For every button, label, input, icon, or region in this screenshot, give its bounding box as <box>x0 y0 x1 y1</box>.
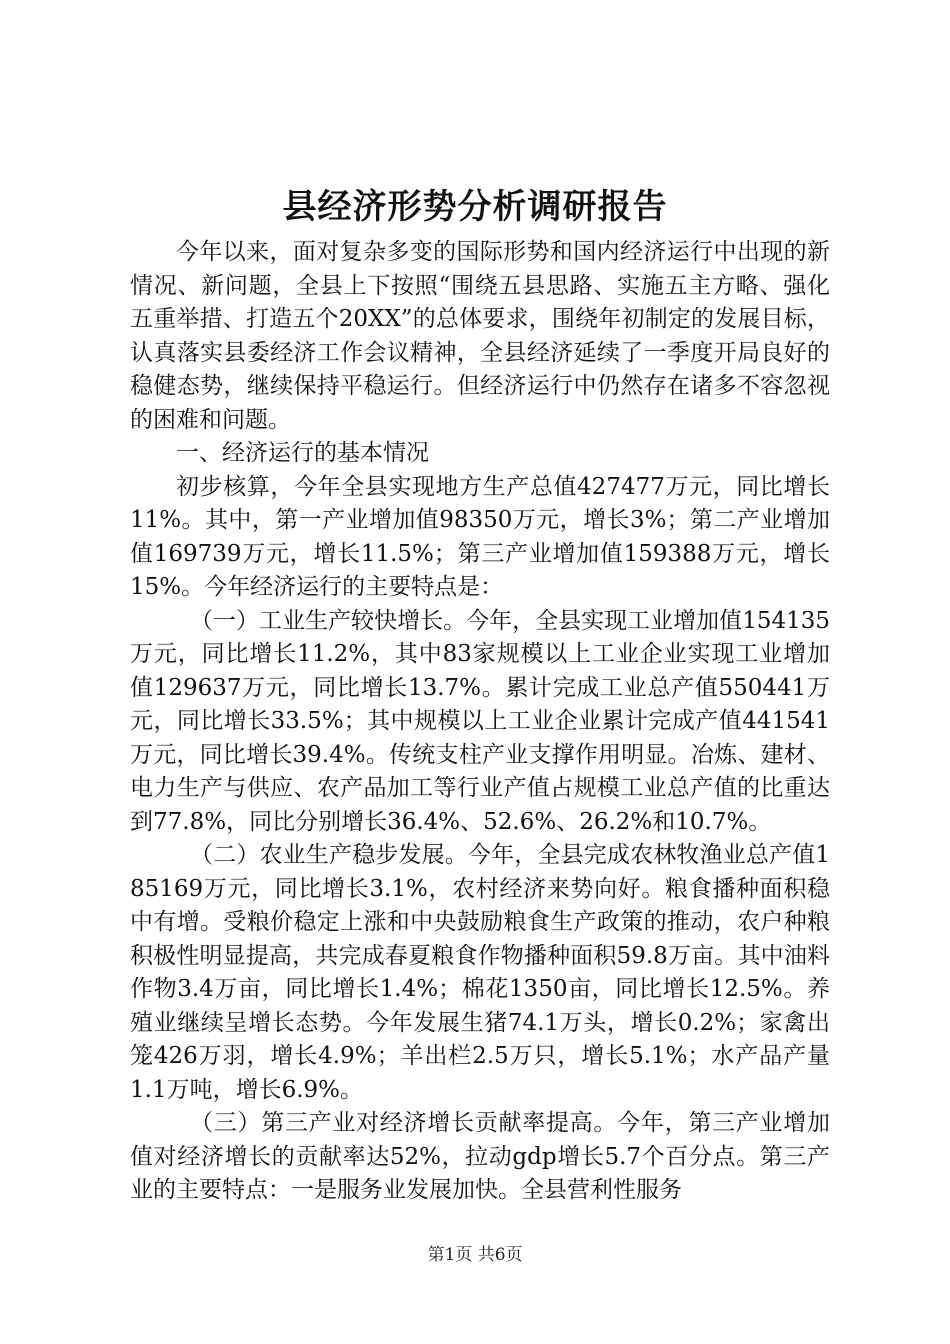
document-body <box>130 236 830 1208</box>
tertiary-paragraph: （三）第三产业对经济增长贡献率提高。今年，第三产业增加值对经济增长的贡献率达52%，拉动gdp增长5.7个百分点。第三产业的主要特点：一是服务业发展加快。全县营利性服务 <box>130 1110 830 1203</box>
industry-paragraph: （一）工业生产较快增长。今年，全县实现工业增加值154135万元，同比增长11.2%，其中83家规模以上工业企业实现工业增加值129637万元，同比增长13.7%。累计完成工业总产值550441万元，同比增长33.5%；其中规模以上工业企业累计完成产值441541万元，同比增长39.4%。传统支柱产业支撑作用明显。冶炼、建材、电力生产与供应、农产品加工等行业产值占规模工业总产值的比重达到77.8%，同比分别增长36.4%、52.6%、26.2%和10.7%。 <box>130 607 830 835</box>
document-title: 县经济形势分析调研报告 <box>282 187 668 227</box>
overview-paragraph: 初步核算，今年全县实现地方生产总值427477万元，同比增长11%。其中，第一产业增加值98350万元，增长3%；第二产业增加值169739万元，增长11.5%；第三产业增加值159388万元，增长15%。今年经济运行的主要特点是： <box>130 473 830 600</box>
page-footer: 第1页 共6页 <box>427 1245 523 1265</box>
agriculture-paragraph: （二）农业生产稳步发展。今年，全县完成农林牧渔业总产值185169万元，同比增长3.1%，农村经济来势向好。粮食播种面积稳中有增。受粮价稳定上涨和中央鼓励粮食生产政策的推动，农户种粮积极性明显提高，共完成春夏粮食作物播种面积59.8万亩。其中油料作物3.4万亩，同比增长1.4%；棉花1350亩，同比增长12.5%。养殖业继续呈增长态势。今年发展生猪74.1万头，增长0.2%；家禽出笼426万羽，增长4.9%；羊出栏2.5万只，增长5.1%；水产品产量1.1万吨，增长6.9%。 <box>130 842 830 1103</box>
section-heading: 一、经济运行的基本情况 <box>176 440 429 466</box>
intro-paragraph: 今年以来，面对复杂多变的国际形势和国内经济运行中出现的新情况、新问题，全县上下按照“围绕五县思路、实施五主方略、强化五重举措、打造五个20XX”的总体要求，围绕年初制定的发展目标，认真落实县委经济工作会议精神，全县经济延续了一季度开局良好的稳健态势，继续保持平稳运行。但经济运行中仍然存在诸多不容忽视的困难和问题。 <box>130 239 830 433</box>
